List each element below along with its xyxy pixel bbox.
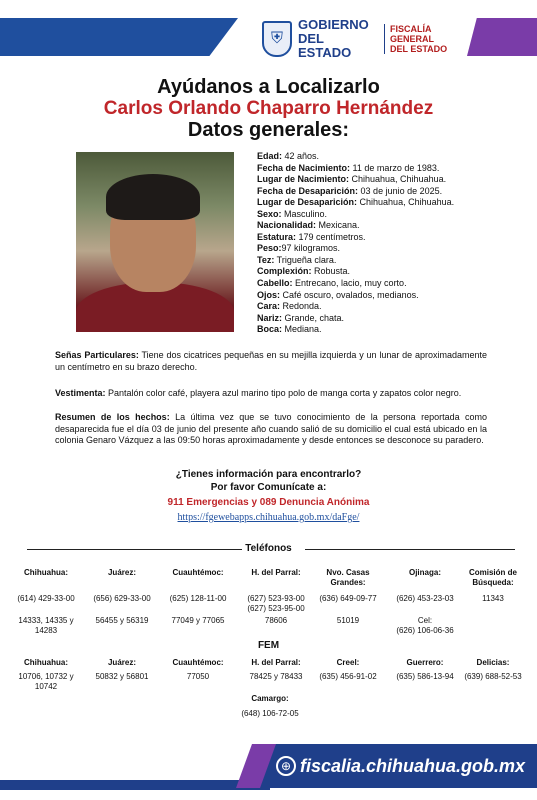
phone-extension: 14333, 14335 y 14283	[18, 616, 74, 635]
detail-row	[257, 197, 454, 209]
detail-key: Estatura:	[257, 231, 297, 242]
detail-key: Peso:	[257, 243, 282, 254]
detail-row	[257, 266, 454, 278]
detail-row	[257, 232, 454, 244]
clothing: Vestimenta: Pantalón color café, playera azul marino tipo polo de manga corta y zapatos color negro.	[55, 388, 462, 398]
detail-row	[257, 278, 454, 290]
emergency-numbers: 911 Emergencias y 089 Denuncia Anónima	[167, 497, 370, 508]
fem-header: Guerrero:	[406, 658, 444, 667]
header-blue-band	[0, 18, 238, 56]
detail-key: Cara:	[257, 301, 281, 312]
detail-value: 42 años.	[282, 151, 320, 161]
detail-row	[257, 255, 454, 267]
phone-extension: 56455 y 56319	[95, 616, 149, 625]
detail-value: Entrecano, lacio, muy corto.	[292, 278, 407, 289]
phone-number: (626) 453-23-03	[396, 594, 454, 603]
fem-number: (635) 456-91-02	[319, 672, 377, 681]
phone-number: (636) 649-09-77	[319, 594, 377, 603]
detail-row	[257, 301, 454, 313]
detail-row	[257, 324, 454, 336]
footer-website[interactable]: fiscalia.chihuahua.gob.mx	[300, 756, 526, 776]
phone-number: (625) 128-11-00	[169, 594, 227, 603]
heading-help-locate: Ayúdanos a Localizarlo	[157, 76, 380, 98]
info-question: ¿Tienes información para encontrarlo?	[175, 469, 362, 480]
detail-key: Lugar de Nacimiento:	[257, 174, 350, 185]
detail-key: Nacionalidad:	[257, 220, 317, 231]
detail-key: Fecha de Nacimiento:	[257, 162, 351, 173]
detail-key: Tez:	[257, 254, 275, 265]
fem-number: 50832 y 56801	[95, 672, 149, 681]
fem-number: (635) 586-13-94	[396, 672, 454, 681]
detail-key: Nariz:	[257, 312, 283, 323]
detail-row	[257, 313, 454, 325]
detail-value: Redonda.	[280, 301, 322, 312]
phone-extension: 77049 y 77065	[171, 616, 225, 625]
missing-person-name: Carlos Orlando Chaparro Hernández	[103, 98, 434, 119]
phone-extension: 78606	[264, 616, 288, 625]
detail-row	[257, 290, 454, 302]
detail-value: Mediana.	[282, 324, 322, 335]
header-purple-band	[467, 18, 537, 56]
detail-key: Ojos:	[257, 289, 281, 300]
footer-line	[0, 780, 270, 790]
detail-key: Complexión:	[257, 266, 312, 277]
detail-value: Masculino.	[281, 208, 328, 219]
detail-value: Robusta.	[311, 266, 351, 277]
globe-icon: ⊕	[276, 756, 296, 776]
phone-extension: 51019	[336, 616, 360, 625]
detail-row	[257, 186, 454, 198]
detail-key: Edad:	[257, 151, 283, 161]
fem-number: 78425 y 78433	[249, 672, 303, 681]
detail-value: Mexicana.	[316, 220, 360, 231]
fem-header: Juárez:	[107, 658, 136, 667]
detail-row	[257, 209, 454, 221]
phone-number: (614) 429-33-00	[17, 594, 75, 603]
fem-number: 77050	[186, 672, 210, 681]
fem-heading: FEM	[257, 640, 280, 651]
fem-number: 10706, 10732 y 10742	[18, 672, 74, 691]
fem-header: Cuauhtémoc:	[172, 658, 224, 667]
detail-row	[257, 151, 454, 163]
detail-value: Grande, chata.	[282, 312, 345, 323]
detail-value: Chihuahua, Chihuahua.	[349, 174, 447, 185]
detail-row	[257, 220, 454, 232]
detail-value: 11 de marzo de 1983.	[350, 162, 440, 173]
distinctive-marks: Señas Particulares: Tiene dos cicatrices pequeñas en su mejilla izquierda y un lunar de aproximadamente un centímetro en su brazo derecho.	[55, 350, 488, 372]
detail-value: Café oscuro, ovalados, medianos.	[280, 289, 419, 300]
detail-row	[257, 163, 454, 175]
heading-general-data: Datos generales:	[187, 119, 350, 141]
phones-header: Cuauhtémoc:	[172, 568, 224, 577]
phones-header: H. del Parral:	[251, 568, 301, 577]
phones-heading: Teléfonos	[245, 543, 292, 554]
fiscalia-label: FISCALÍA GENERAL DEL ESTADO	[384, 24, 450, 54]
general-data-list	[257, 151, 454, 336]
detail-row	[257, 174, 454, 186]
government-logo	[262, 18, 450, 60]
phones-header: Juárez:	[107, 568, 136, 577]
phones-header: Nvo. Casas Grandes:	[326, 568, 370, 587]
detail-key: Sexo:	[257, 208, 282, 219]
detail-row	[257, 243, 454, 255]
report-link[interactable]: https://fgewebapps.chihuahua.gob.mx/daFge/	[177, 512, 360, 523]
detail-key: Boca:	[257, 324, 283, 335]
phone-number: (627) 523-93-00 (627) 523-95-00	[247, 594, 305, 613]
detail-value: Trigueña clara.	[274, 254, 337, 265]
phones-header: Ojinaga:	[408, 568, 441, 577]
missing-person-photo	[76, 152, 234, 332]
camargo-phone: (648) 106-72-05	[241, 709, 299, 718]
fem-header: Delicias:	[476, 658, 510, 667]
phones-header: Chihuahua:	[24, 568, 68, 577]
detail-key: Cabello:	[257, 278, 293, 289]
detail-value: 03 de junio de 2025.	[358, 185, 443, 196]
phone-number: (656) 629-33-00	[93, 594, 151, 603]
detail-key: Fecha de Desaparición:	[257, 185, 359, 196]
phone-extension: Cel: (626) 106-06-36	[396, 616, 454, 635]
phone-number: 11343	[482, 594, 504, 603]
detail-value: 179 centímetros.	[296, 231, 366, 242]
fem-header: Chihuahua:	[24, 658, 68, 667]
coat-of-arms-icon: ⛨	[262, 21, 292, 57]
fem-number: (639) 688-52-53	[464, 672, 522, 681]
detail-value: Chihuahua, Chihuahua.	[357, 197, 455, 208]
fem-header: H. del Parral:	[251, 658, 301, 667]
detail-value: 97 kilogramos.	[281, 243, 341, 254]
camargo-label: Camargo:	[251, 694, 289, 703]
phones-header: Comisión de Búsqueda:	[468, 568, 517, 587]
contact-prompt: Por favor Comunícate a:	[210, 482, 327, 493]
detail-key: Lugar de Desaparición:	[257, 197, 358, 208]
gobierno-label: GOBIERNO DEL ESTADO	[298, 17, 369, 60]
fem-header: Creel:	[336, 658, 360, 667]
incident-summary: Resumen de los hechos: La última vez que se tuvo conocimiento de la persona reportada como desaparecida fue el día 03 de junio del presente año cuando salió de su domicilio el cual está ubicado en la colonia Genaro Vázquez a las 09:50 horas aproximadamente y desde entonces se desconoce su paradero.	[55, 412, 487, 445]
